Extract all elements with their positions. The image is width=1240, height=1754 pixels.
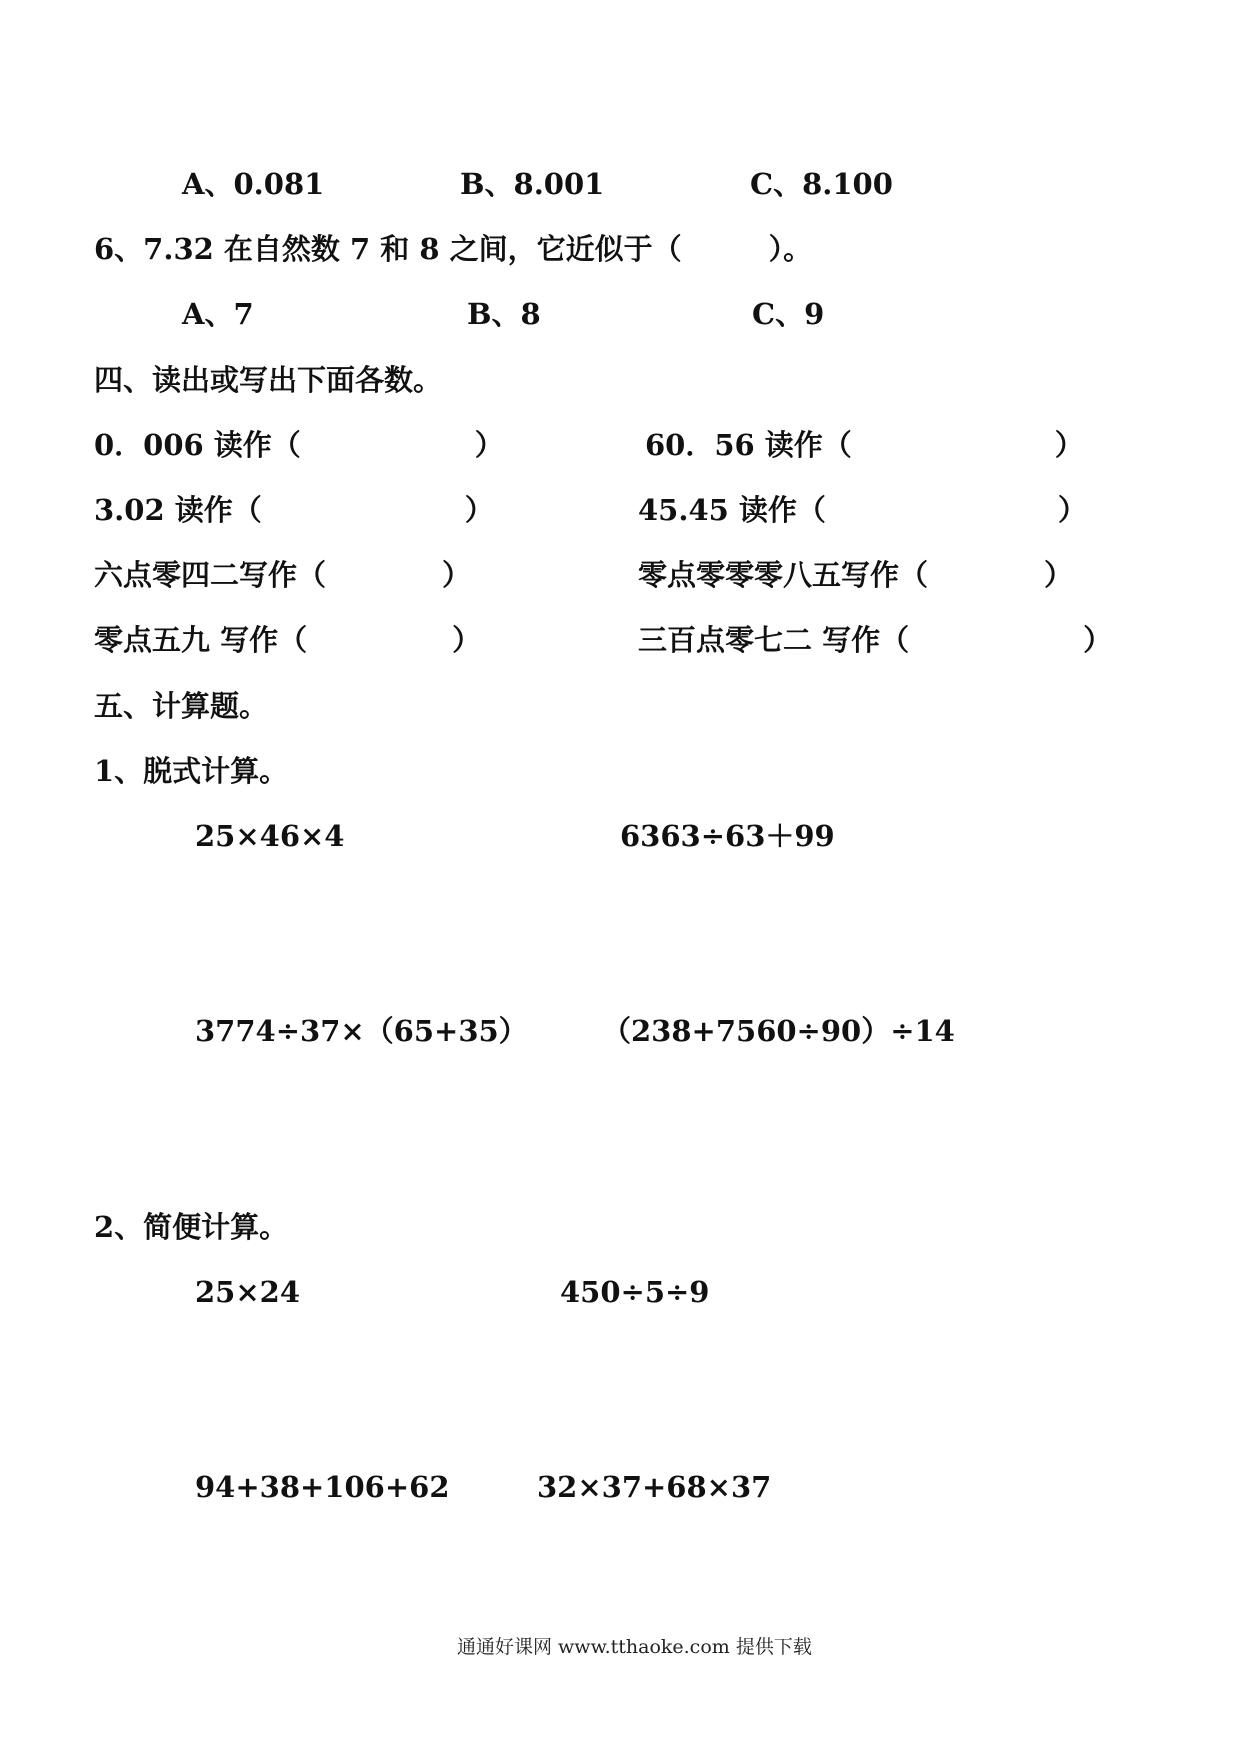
calc-problem: 25×46×4 [195, 819, 345, 853]
section5-part1-title: 1、脱式计算。 [94, 754, 289, 788]
calc-problem: 6363÷63＋99 [620, 819, 835, 853]
q5-option-a: A、0.081 [182, 167, 325, 201]
section4-item: 3.02 读作（ ） [94, 493, 494, 527]
q6-option-c: C、9 [752, 297, 825, 331]
calc-problem: 32×37+68×37 [537, 1470, 772, 1504]
section4-item: 三百点零七二 写作（ ） [638, 623, 1113, 657]
section5-part2-title: 2、简便计算。 [94, 1210, 289, 1244]
q5-option-b: B、8.001 [460, 167, 605, 201]
q6-option-a: A、7 [182, 297, 254, 331]
section4-title: 四、读出或写出下面各数。 [94, 363, 443, 397]
q6-option-b: B、8 [467, 297, 541, 331]
calc-problem: 94+38+106+62 [195, 1470, 450, 1504]
section4-item: 零点零零零八五写作（ ） [638, 558, 1074, 592]
page-footer: 通通好课网 www.tthaoke.com 提供下载 [457, 1636, 812, 1658]
calc-problem: 3774÷37×（65+35） [195, 1014, 528, 1048]
section4-item: 60．56 读作（ ） [645, 428, 1084, 462]
section4-item: 45.45 读作（ ） [638, 493, 1087, 527]
q5-option-c: C、8.100 [750, 167, 893, 201]
section4-item: 零点五九 写作（ ） [94, 623, 482, 657]
calc-problem: 25×24 [195, 1275, 301, 1309]
section4-item: 0．006 读作（ ） [94, 428, 504, 462]
calc-problem: （238+7560÷90）÷14 [602, 1014, 955, 1048]
section4-item: 六点零四二写作（ ） [94, 558, 472, 592]
q6-stem: 6、7.32 在自然数 7 和 8 之间，它近似于（ ）。 [94, 232, 813, 266]
section5-title: 五、计算题。 [94, 689, 269, 723]
calc-problem: 450÷5÷9 [560, 1275, 710, 1309]
